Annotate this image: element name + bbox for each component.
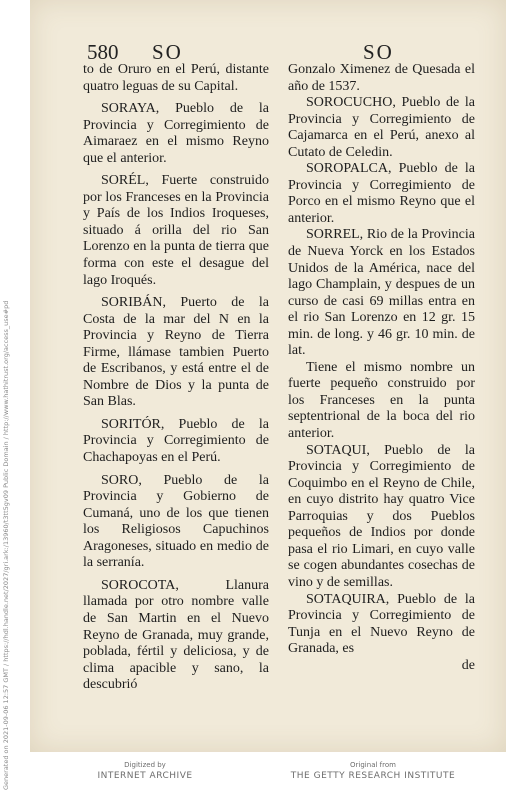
entry-sorel: SORÉL, Fuerte construido por los Franceses en la Provincia y País de los Indios Iroqueses, situado á orilla del rio San Lorenzo en la punta de tierra que forma con este el desague del lago Iroqués. [83, 173, 269, 288]
right-running-head: SO [363, 40, 394, 64]
entry-soraya: SORAYA, Pueblo de la Provincia y Corregimiento de Aimaraez en el mismo Reyno que el anterior. [83, 101, 269, 166]
book-page [30, 0, 506, 752]
page-number: 580 [87, 40, 119, 64]
entry-sotaquira: SOTAQUIRA, Pueblo de la Provincia y Corregimiento de Tunja en el Nuevo Reyno de Granada, es [288, 591, 475, 657]
entry-soropalca: SOROPALCA, Pueblo de la Provincia y Corregimiento de Porco en el mismo Reyno que el anterior. [288, 161, 475, 226]
entry-continuation: to de Oruro en el Perú, distante quatro leguas de su Capital. [83, 62, 269, 94]
entry-sorocota: SOROCOTA, Llanura llamada por otro nombre valle de San Martin en el Nuevo Reyno de Granada, muy grande, poblada, fértil y deliciosa, y de clima apacible y sano, la descubrió [83, 577, 269, 693]
entry-sotaqui: SOTAQUI, Pueblo de la Provincia y Corregimiento de Coquimbo en el Reyno de Chile, en cuyo distrito hay quatro Vice Parroquias y dos Pueblos pequeños de Indios por donde pasa el rio Limari, en cuyo valle se cogen abundantes cosechas de vino y de semillas. [288, 442, 475, 590]
original-from-label: Original from [350, 761, 396, 769]
entry-sorocucho: SOROCUCHO, Pueblo de la Provincia y Corregimiento de Cajamarca en el Perú, anexo al Cutato de Celedin. [288, 95, 475, 160]
original-from-credit [268, 760, 478, 782]
entry-soritor: SORITÓR, Pueblo de la Provincia y Corregimiento de Chachapoyas en el Perú. [83, 416, 269, 466]
left-column [83, 62, 269, 694]
side-note: Generated on 2021-09-06 12:57 GMT / https://hdl.handle.net/2027/gri.ark:/13960/t3tt5gv09 Public Domain / http://www.hathitrust.org/access_use#pd [2, 300, 10, 790]
digitized-by-label: Digitized by [124, 761, 166, 769]
entry-continuation: Gonzalo Ximenez de Quesada el año de 1537. [288, 62, 475, 94]
entry-soro: SORO, Pueblo de la Provincia y Gobierno de Cumaná, uno de los que tienen los Religiosos Capuchinos Aragoneses, situado en medio de la serranía. [83, 472, 269, 571]
right-column [288, 62, 475, 674]
internet-archive-label: INTERNET ARCHIVE [97, 771, 193, 781]
left-running-head: SO [152, 40, 183, 64]
entry-soriban: SORIBÁN, Puerto de la Costa de la mar del N en la Provincia y Reyno de Tierra Firme, llámase tambien Puerto de Escribanos, y está entre el de Nombre de Dios y la punta de San Blas. [83, 295, 269, 410]
entry-sorrel: SORREL, Rio de la Provincia de Nueva Yorck en los Estados Unidos de la América, nace del lago Champlain, y despues de un curso de casi 69 millas entra en el rio San Lorenzo en 12 gr. 15 min. de long. y 46 gr. 10 min. de lat. [288, 227, 475, 359]
digitized-by-credit [40, 760, 250, 782]
left-margin [0, 0, 30, 800]
catchword: de [461, 657, 475, 673]
entry-sorrel-note: Tiene el mismo nombre un fuerte pequeño construido por los Franceses en la punta septentrional de la boca del rio anterior. [288, 359, 475, 442]
getty-institute-label: THE GETTY RESEARCH INSTITUTE [290, 771, 456, 781]
